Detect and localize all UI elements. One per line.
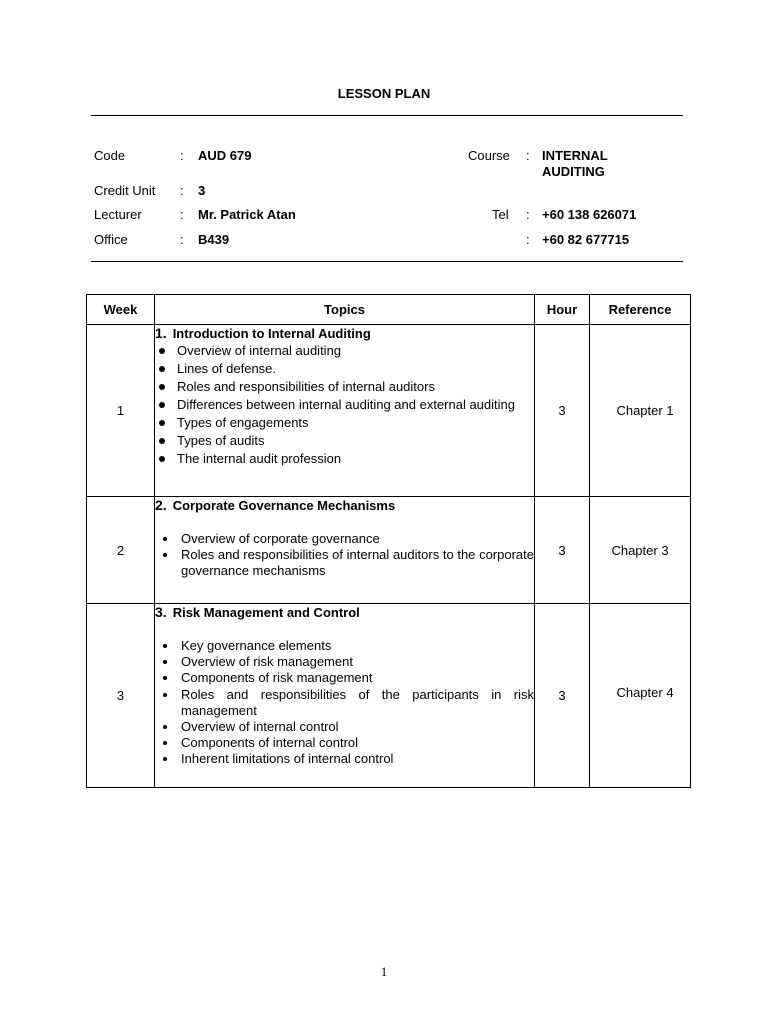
list-item xyxy=(155,379,534,395)
office-value: B439 xyxy=(198,232,230,247)
list-item-text: The internal audit profession xyxy=(177,451,342,466)
hour-cell: 3 xyxy=(535,325,590,497)
office-separator: : xyxy=(180,232,184,247)
bullet-icon xyxy=(163,553,167,557)
course-value-line2: AUDITING xyxy=(542,164,605,179)
credit-unit-separator: : xyxy=(180,183,184,198)
lecturer-separator: : xyxy=(180,207,184,222)
page-number: 1 xyxy=(380,964,388,979)
list-item xyxy=(155,751,534,767)
list-item-text: Components of risk management xyxy=(181,670,373,686)
lesson-plan-table xyxy=(86,294,691,788)
bullet-icon xyxy=(159,348,165,354)
reference-cell: Chapter 4 xyxy=(590,604,691,788)
topic-list xyxy=(155,343,534,467)
list-item-text: Types of engagements xyxy=(177,415,309,430)
credit-unit-value: 3 xyxy=(198,183,206,198)
list-item-text: Lines of defense. xyxy=(177,361,277,376)
code-separator: : xyxy=(180,148,184,163)
bullet-icon xyxy=(163,644,167,648)
list-item xyxy=(155,531,534,547)
list-item xyxy=(155,638,534,654)
bullet-icon xyxy=(163,676,167,680)
topic-list xyxy=(155,638,534,768)
topic-number: 1. xyxy=(155,325,167,341)
topic-heading xyxy=(155,497,534,513)
list-item xyxy=(155,415,534,431)
spacer xyxy=(155,622,534,638)
bullet-icon xyxy=(159,366,165,372)
week-cell: 2 xyxy=(87,497,155,604)
header-topics: Topics xyxy=(155,295,535,325)
credit-unit-label: Credit Unit xyxy=(94,183,156,198)
office-label: Office xyxy=(94,232,128,247)
bullet-icon xyxy=(163,725,167,729)
header-rule-bottom xyxy=(91,261,683,262)
list-item xyxy=(155,433,534,449)
bullet-icon xyxy=(159,384,165,390)
lecturer-label: Lecturer xyxy=(94,207,142,222)
list-item xyxy=(155,735,534,751)
header-week: Week xyxy=(87,295,155,325)
reference-cell: Chapter 3 xyxy=(590,497,691,604)
header-rule-top xyxy=(91,115,683,116)
topics-cell xyxy=(155,325,535,497)
list-item-text: Overview of internal control xyxy=(181,719,339,735)
topic-heading xyxy=(155,325,534,341)
list-item-text: Roles and responsibilities of the participants in risk management xyxy=(181,686,534,718)
header-reference: Reference xyxy=(590,295,691,325)
list-item-text: Overview of internal auditing xyxy=(177,343,342,358)
spacer xyxy=(155,515,534,531)
tel-value-1: +60 138 626071 xyxy=(542,207,637,222)
list-item xyxy=(155,719,534,735)
lecturer-value: Mr. Patrick Atan xyxy=(198,207,296,222)
reference-cell: Chapter 1 xyxy=(590,325,691,497)
list-item xyxy=(155,397,534,413)
topic-list xyxy=(155,531,534,580)
code-value: AUD 679 xyxy=(198,148,252,163)
hour-cell: 3 xyxy=(535,497,590,604)
list-item-text: Types of audits xyxy=(177,433,265,448)
list-item-text: Differences between internal auditing and external auditing xyxy=(177,397,515,412)
table-row xyxy=(87,325,691,497)
course-separator: : xyxy=(526,148,530,163)
list-item xyxy=(155,361,534,377)
course-label: Course xyxy=(468,148,510,163)
header-hour: Hour xyxy=(535,295,590,325)
topic-heading xyxy=(155,604,534,620)
list-item-text: Overview of corporate governance xyxy=(181,531,380,546)
topics-cell xyxy=(155,604,535,788)
table-row xyxy=(87,497,691,604)
bullet-icon xyxy=(159,438,165,444)
bullet-icon xyxy=(163,757,167,761)
tel-label: Tel xyxy=(492,207,509,222)
week-cell: 1 xyxy=(87,325,155,497)
page-title: LESSON PLAN xyxy=(337,86,431,101)
list-item-text: Key governance elements xyxy=(181,638,332,653)
bullet-icon xyxy=(159,420,165,426)
topic-title: Introduction to Internal Auditing xyxy=(172,326,371,341)
bullet-icon xyxy=(163,741,167,745)
list-item xyxy=(155,451,534,467)
table-row xyxy=(87,604,691,788)
hour-cell: 3 xyxy=(535,604,590,788)
bullet-icon xyxy=(163,660,167,664)
list-item-text: Overview of risk management xyxy=(181,654,353,670)
topic-number: 2. xyxy=(155,497,167,513)
list-item xyxy=(155,654,534,670)
list-item xyxy=(155,687,534,719)
topics-cell xyxy=(155,497,535,604)
list-item xyxy=(155,343,534,359)
week-cell: 3 xyxy=(87,604,155,788)
code-label: Code xyxy=(94,148,126,163)
tel-value-2: +60 82 677715 xyxy=(542,232,630,247)
list-item-text: Inherent limitations of internal control xyxy=(181,751,394,767)
topic-number: 3. xyxy=(155,604,167,620)
table-header-row xyxy=(87,295,691,325)
list-item-text: Roles and responsibilities of internal auditors to the corporate governance mechanisms xyxy=(181,547,534,579)
list-item xyxy=(155,670,534,686)
course-value-line1: INTERNAL xyxy=(542,148,608,163)
tel-separator: : xyxy=(526,207,530,222)
topic-title: Risk Management and Control xyxy=(172,605,360,620)
list-item-text: Components of internal control xyxy=(181,735,359,751)
list-item-text: Roles and responsibilities of internal auditors xyxy=(177,379,435,394)
bullet-icon xyxy=(159,402,165,408)
tel-separator-2: : xyxy=(526,232,530,247)
bullet-icon xyxy=(163,537,167,541)
bullet-icon xyxy=(163,693,167,697)
topic-title: Corporate Governance Mechanisms xyxy=(172,498,396,513)
list-item xyxy=(155,547,534,579)
bullet-icon xyxy=(159,456,165,462)
